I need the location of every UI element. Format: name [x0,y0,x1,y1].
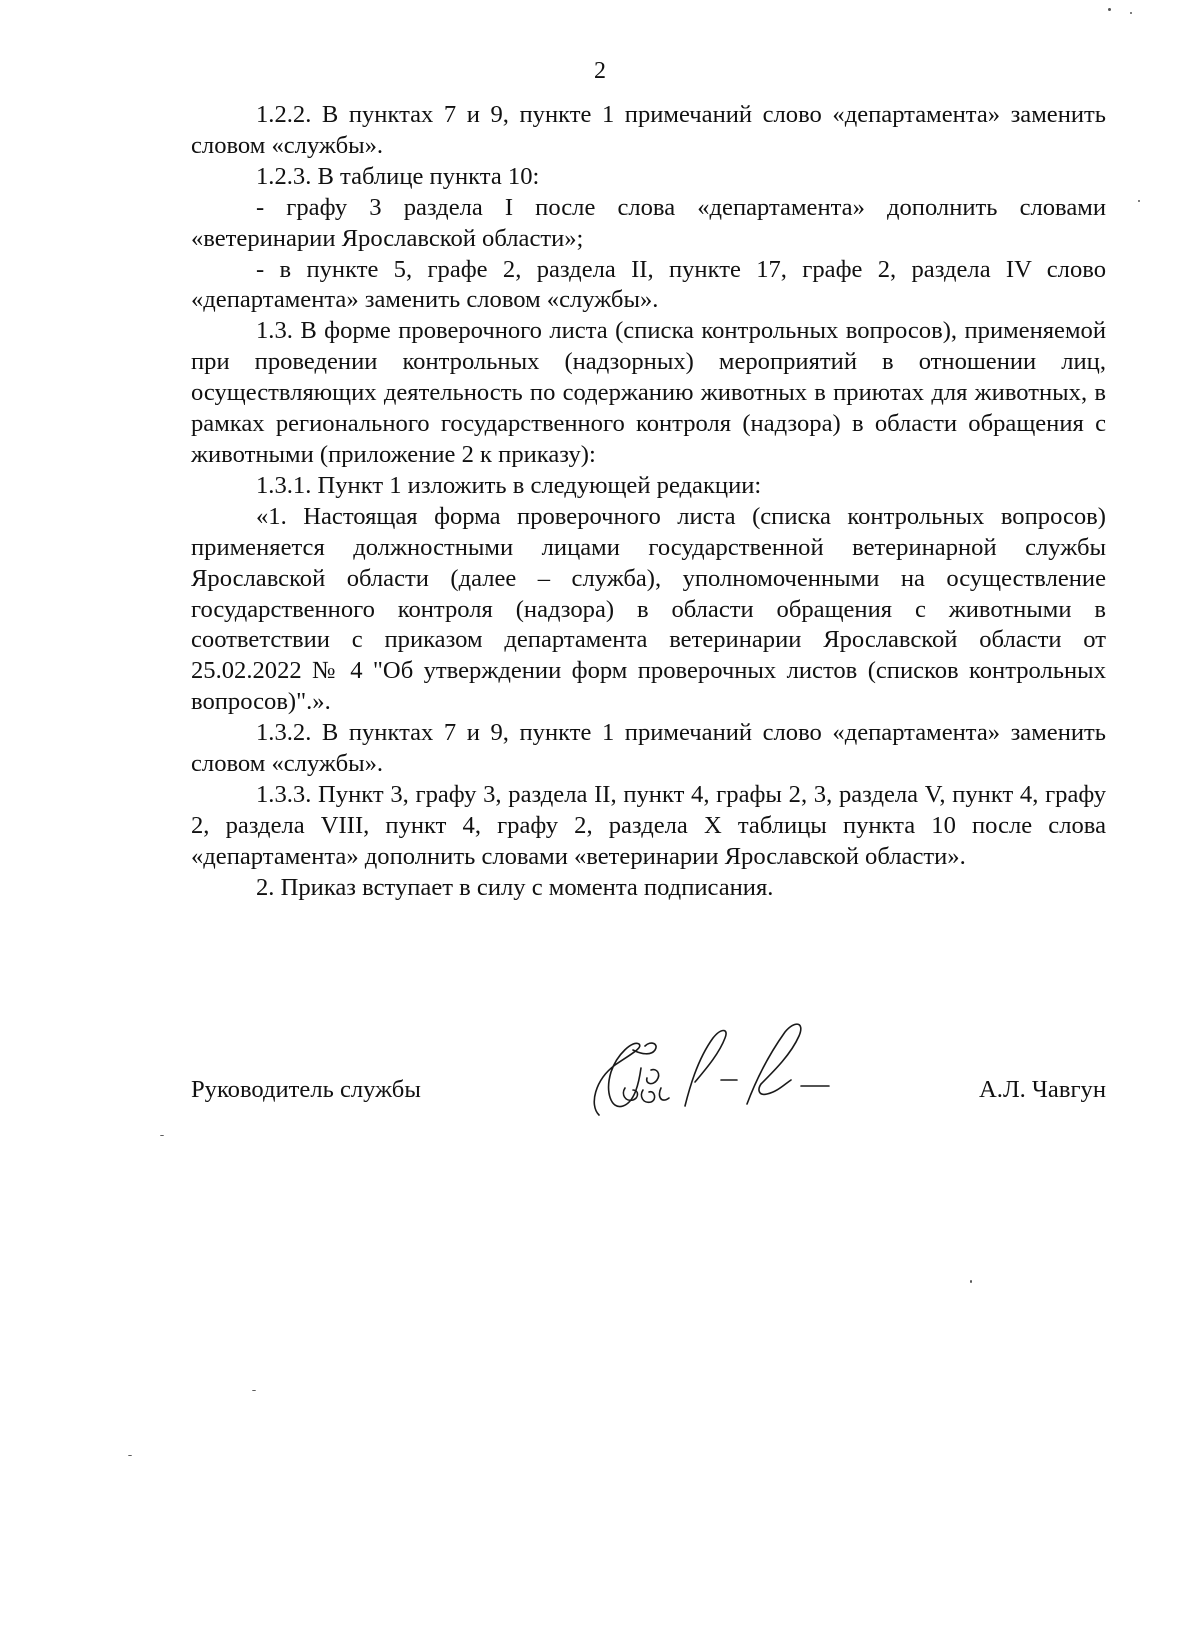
signature-block [191,1010,1106,1130]
scan-speck [1108,8,1111,11]
paragraph-1-3-3: 1.3.3. Пункт 3, графу 3, раздела II, пункт 4, графы 2, 3, раздела V, пункт 4, графу 2, раздела VIII, пункт 4, графу 2, раздела X таблицы пункта 10 после слова «департамента» дополнить словами «ветеринарии Ярославской области». [191,780,1106,870]
signer-name: А.Л. Чавгун [979,1076,1106,1103]
scan-speck [970,1280,972,1283]
signer-title: Руководитель службы [191,1076,421,1103]
scan-speck [1130,12,1132,14]
paragraph-2: 2. Приказ вступает в силу с момента подписания. [256,873,774,901]
paragraph-1-2-3: 1.2.3. В таблице пункта 10: [256,162,540,190]
scan-speck [160,1135,164,1136]
page-number: 2 [594,58,606,84]
document-body [191,100,1106,904]
paragraph-1-3-1-quote: «1. Настоящая форма проверочного листа (списка контрольных вопросов) применяется должностными лицами государственной ветеринарной службы Ярославской области (далее – служба), уполномоченными на осуществление государственного контроля (надзора) в области обращения с животными в соответствии с приказом департамента ветеринарии Ярославской области от 25.02.2022 № 4 "Об утверждении форм проверочных листов (списков контрольных вопросов)".». [191,502,1106,716]
paragraph-1-3-2: 1.3.2. В пунктах 7 и 9, пункте 1 примечаний слово «департамента» заменить словом «службы». [191,719,1106,778]
paragraph-1-3: 1.3. В форме проверочного листа (списка контрольных вопросов), применяемой при проведении контрольных (надзорных) мероприятий в отношении лиц, осуществляющих деятельность по содержанию животных в приютах для животных, в рамках регионального государственного контроля (надзора) в области обращения с животными (приложение 2 к приказу): [191,317,1106,468]
paragraph-1-2-2: 1.2.2. В пунктах 7 и 9, пункте 1 примечаний слово «департамента» заменить словом «службы». [191,101,1106,159]
scan-speck [252,1390,256,1391]
paragraph-1-2-3-item-2: - в пункте 5, графе 2, раздела II, пункте 17, графе 2, раздела IV слово «департамента» заменить словом «службы». [191,255,1106,314]
handwritten-signature [581,1010,881,1130]
scan-speck [128,1455,132,1456]
paragraph-1-3-1: 1.3.1. Пункт 1 изложить в следующей редакции: [256,471,762,499]
scan-speck [1138,200,1140,202]
paragraph-1-2-3-item-1: - графу 3 раздела I после слова «департамента» дополнить словами «ветеринарии Ярославской области»; [191,193,1106,252]
